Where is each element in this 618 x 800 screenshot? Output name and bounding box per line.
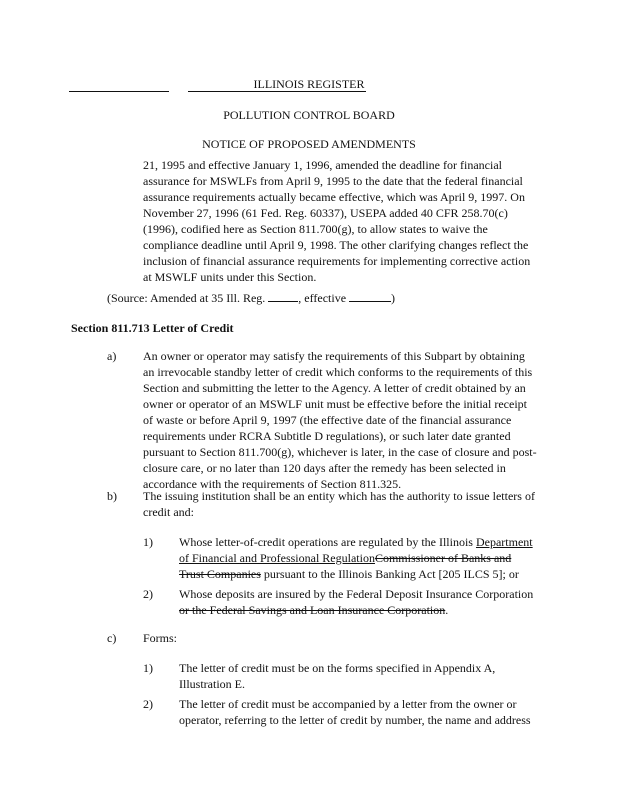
subsection-a-line: owner or operator of an MSWLF unit must be effective before the initial receipt (143, 397, 527, 411)
subsection-c1-text (179, 660, 549, 692)
subsection-c2-text (179, 696, 549, 728)
source-note (107, 290, 395, 306)
subsection-b2-text (179, 586, 549, 618)
source-prefix: (Source: Amended at 35 Ill. Reg. (107, 291, 269, 305)
header-rule-right (188, 91, 366, 92)
subsection-a-text (143, 348, 543, 492)
subsection-c-heading: Forms: (143, 631, 178, 645)
subsection-b-text (143, 488, 543, 520)
b1-deleted-text: Trust Companies (179, 567, 261, 581)
board-header: POLLUTION CONTROL BOARD (223, 108, 395, 122)
subsection-b-label: b) (107, 489, 117, 503)
b1-deleted-text: Commissioner of Banks and (374, 551, 512, 565)
subsection-b-line: credit and: (143, 505, 194, 519)
intro-line: (1996), codified here as Section 811.700(g), to allow states to waive the (143, 222, 488, 236)
b2-deleted-text: or the Federal Savings and Loan Insurance Corporation (179, 603, 446, 617)
notice-header: NOTICE OF PROPOSED AMENDMENTS (202, 137, 416, 151)
subsection-a-line: requirements under RCRA Subtitle D regulations), or such later date granted (143, 429, 511, 443)
subsection-b1-text (179, 534, 549, 582)
subsection-c1-label: 1) (143, 661, 153, 675)
source-middle: , effective (298, 291, 350, 305)
subsection-a-line: closure care, or no later than 120 days after the remedy has been selected in (143, 461, 506, 475)
c2-line: operator, referring to the letter of credit by number, the name and address (179, 713, 531, 727)
subsection-a-line: of waste or before April 9, 1997 (the effective date of the financial assurance (143, 413, 512, 427)
subsection-a-line: An owner or operator may satisfy the requirements of this Subpart by obtaining (143, 349, 525, 363)
c1-line: Illustration E. (179, 677, 245, 691)
b1-plain-text: Whose letter-of-credit operations are regulated by the Illinois (179, 535, 476, 549)
b1-inserted-text: Department (475, 535, 533, 549)
b1-inserted-text: of Financial and Professional Regulation (179, 551, 375, 565)
subsection-a-line: Section and submitting the letter to the Agency. A letter of credit obtained by an (143, 381, 526, 395)
b2-line: Whose deposits are insured by the Federal Deposit Insurance Corporation (179, 587, 534, 601)
subsection-a-line: accordance with the requirements of Section 811.325. (143, 477, 402, 491)
subsection-b2-label: 2) (143, 587, 153, 601)
subsection-a-line: an irrevocable standby letter of credit which conforms to the requirements of this (143, 365, 533, 379)
b2-line-end: . (445, 603, 449, 617)
intro-line: assurance for MSWLFs from April 9, 1995 to the date that the federal financial (143, 174, 523, 188)
source-register-blank (268, 290, 298, 302)
header-rule-left (69, 91, 169, 92)
intro-line: November 27, 1996 (61 Fed. Reg. 60337), USEPA added 40 CFR 258.70(c) (143, 206, 508, 220)
c1-line: The letter of credit must be on the forms specified in Appendix A, (179, 661, 496, 675)
intro-line: inclusion of financial assurance requirements for implementing corrective action (143, 254, 531, 268)
intro-line: assurance requirements actually became effective, which was April 9, 1997. On (143, 190, 525, 204)
subsection-a-label: a) (107, 349, 117, 363)
subsection-c2-label: 2) (143, 697, 153, 711)
source-suffix: ) (391, 291, 396, 305)
b1-plain-text: pursuant to the Illinois Banking Act [205 ILCS 5]; or (260, 567, 519, 581)
subsection-c-label: c) (107, 631, 117, 645)
intro-line: at MSWLF units under this Section. (143, 270, 317, 284)
intro-line: compliance deadline until April 9, 1998. The other clarifying changes reflect the (143, 238, 529, 252)
c2-line: The letter of credit must be accompanied by a letter from the owner or (179, 697, 517, 711)
register-header: ILLINOIS REGISTER (253, 77, 365, 91)
intro-paragraph (143, 157, 536, 285)
subsection-b1-label: 1) (143, 535, 153, 549)
subsection-a-line: pursuant to Section 811.700(g), whichever is later, in the case of closure and post- (143, 445, 537, 459)
intro-line: 21, 1995 and effective January 1, 1996, amended the deadline for financial (143, 158, 502, 172)
section-title: Section 811.713 Letter of Credit (71, 321, 234, 335)
subsection-b-line: The issuing institution shall be an entity which has the authority to issue letters of (143, 489, 535, 503)
source-effective-blank (349, 290, 391, 302)
